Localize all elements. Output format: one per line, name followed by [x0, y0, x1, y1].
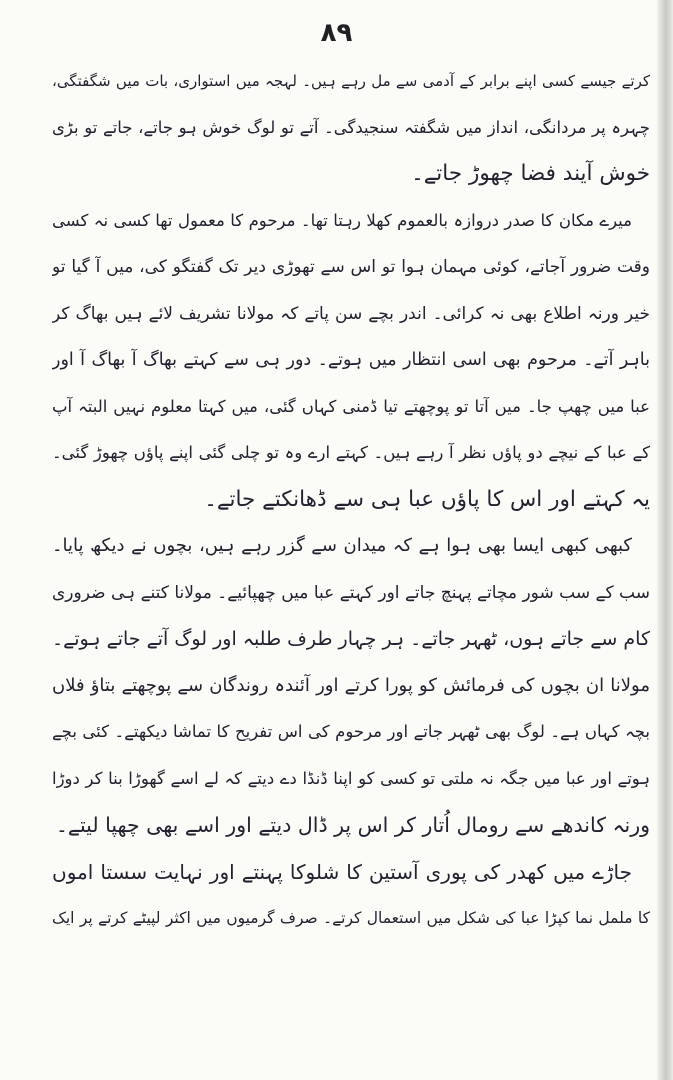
text-line: کام سے جاتے ہوں، ٹھہر جاتے۔ ہر چہار طرف طلبہ اور لوگ آتے جاتے ہوتے۔	[52, 628, 650, 650]
text-line: بچہ کہاں ہے۔ لوگ بھی ٹھہر جاتے اور مرحوم کی اس تفریح کا تماشا دیکھتے۔ کئی بچے	[52, 722, 650, 741]
page-number: ۸۹	[320, 18, 353, 48]
text-line: باہر آتے۔ مرحوم بھی اسی انتظار میں ہوتے۔ دور ہی سے کہتے بھاگ آ بھاگ آ اور	[52, 350, 650, 370]
text-line: کے عبا کے نیچے دو پاؤں نظر آ رہے ہیں۔ کہتے ارے وہ تو چلی گئی اپنے پاؤں چھوڑ گئی۔	[52, 443, 650, 462]
text-line: مولانا ان بچوں کی فرمائش کو پورا کرتے اور آئندہ روندگان سے پوچھتے بتاؤ فلاں	[52, 674, 650, 696]
text-line: کرتے جیسے کسی اپنے برابر کے آدمی سے مل رہے ہیں۔ لہجہ میں استواری، بات میں شگفتگی،	[52, 72, 650, 90]
text-line: کا ململ نما کپڑا عبا کی شکل میں استعمال کرتے۔ صرف گرمیوں میں اکثر لپیٹے کرتے پر ایک	[52, 909, 650, 927]
page-spine-edge	[657, 0, 673, 1080]
text-line: سب کے سب شور مچاتے پہنچ جاتے اور کہتے عبا میں چھپائیے۔ مولانا کتنے ہی ضروری	[52, 582, 650, 603]
paragraph-start-line: کبھی کبھی ایسا بھی ہوا ہے کہ میدان سے گزر رہے ہیں، بچوں نے دیکھ پایا۔	[52, 535, 632, 556]
body-text	[52, 58, 650, 942]
text-line: چہرہ پر مردانگی، انداز میں شگفتہ سنجیدگی۔ آتے تو لوگ خوش ہو جاتے، جاتے تو بڑی	[52, 117, 650, 137]
text-line: یہ کہتے اور اس کا پاؤں عبا ہی سے ڈھانکتے جاتے۔	[204, 486, 650, 512]
text-line: ہوتے اور عبا میں جگہ نہ ملتی تو کسی کو اپنا ڈنڈا دے دیتے کہ لے اسے گھوڑا بنا کر دوڑا	[52, 768, 650, 788]
paragraph-start-line: میرے مکان کا صدر دروازہ بالعموم کھلا رہتا تھا۔ مرحوم کا معمول تھا کسی نہ کسی	[52, 210, 632, 230]
paragraph-start-line: جاڑے میں کھدر کی پوری آستین کا شلوکا پہنتے اور نہایت سستا اموں	[52, 859, 632, 884]
text-line: ورنہ کاندھے سے رومال اُتار کر اس پر ڈال دیتے اور اسے بھی چھپا لیتے۔	[55, 813, 650, 837]
text-line: وقت ضرور آجاتے، کوئی مہمان ہوا تو اس سے تھوڑی دیر تک گفتگو کی، میں آ گیا تو	[52, 257, 650, 277]
text-line: خیر ورنہ اطلاع بھی نہ کرائی۔ اندر بچے سن پاتے کہ مولانا تشریف لائے ہیں بھاگ کر	[52, 303, 650, 324]
text-line: عبا میں چھپ جا۔ میں آتا تو پوچھتے تیا ڈمنی کہاں گئی، میں کہتا معلوم نہیں البتہ آپ	[52, 396, 650, 416]
text-line: خوش آیند فضا چھوڑ جاتے۔	[411, 161, 650, 186]
